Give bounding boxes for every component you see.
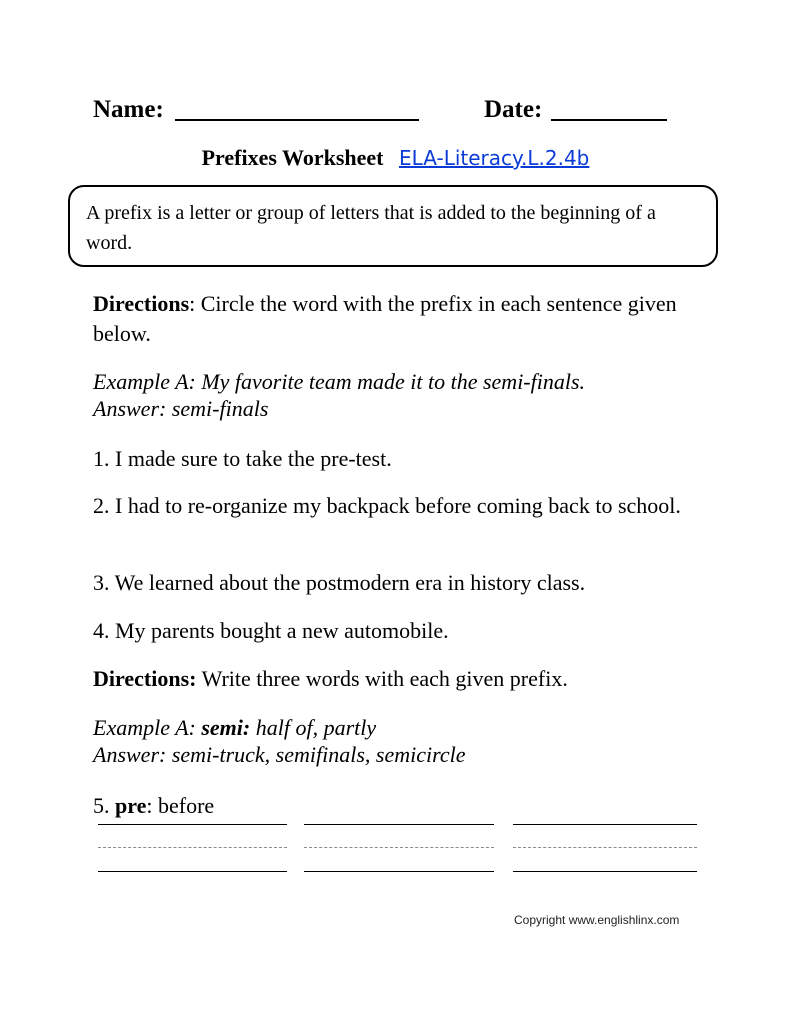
question-1: 1. I made sure to take the pre-test. xyxy=(93,446,392,471)
example-a-1-answer: Answer: semi-finals xyxy=(93,396,269,421)
question-4: 4. My parents bought a new automobile. xyxy=(93,618,449,643)
example-a-2-sentence xyxy=(93,714,733,741)
standard-link[interactable]: ELA-Literacy.L.2.4b xyxy=(399,146,590,170)
directions-2-text: Write three words with each given prefix. xyxy=(196,666,568,691)
example-a-1 xyxy=(93,368,733,422)
directions-1 xyxy=(93,289,733,349)
directions-1-text: : Circle the word with the prefix in each sentence given below. xyxy=(93,291,677,346)
writing-line[interactable] xyxy=(304,871,494,872)
writing-line[interactable] xyxy=(304,824,494,825)
writing-guide-line xyxy=(98,847,287,848)
copyright-text: Copyright www.englishlinx.com xyxy=(514,913,680,927)
name-label: Name: xyxy=(93,96,164,123)
question-3: 3. We learned about the postmodern era in history class. xyxy=(93,570,586,595)
question-5-meaning: : before xyxy=(146,793,215,818)
example-a-2-lead: Example A: xyxy=(93,715,202,740)
example-a-2-prefix: semi: xyxy=(201,715,251,740)
question-5 xyxy=(93,791,733,821)
writing-line[interactable] xyxy=(513,824,697,825)
writing-line[interactable] xyxy=(513,871,697,872)
date-label: Date: xyxy=(484,96,543,123)
name-date-row xyxy=(93,92,693,132)
directions-2 xyxy=(93,664,733,694)
writing-line[interactable] xyxy=(98,871,287,872)
directions-1-label: Directions xyxy=(93,291,190,316)
question-2: 2. I had to re-organize my backpack before coming back to school. xyxy=(93,493,681,518)
writing-guide-line xyxy=(513,847,697,848)
example-a-1-sentence: Example A: My favorite team made it to the semi-finals. xyxy=(93,369,586,394)
example-a-2-answer: Answer: semi-truck, semifinals, semicircle xyxy=(93,742,466,767)
example-a-2-meaning: half of, partly xyxy=(250,715,377,740)
definition-box xyxy=(68,185,718,267)
definition-text: A prefix is a letter or group of letters that is added to the beginning of a word. xyxy=(86,202,656,254)
question-5-number: 5. xyxy=(93,793,115,818)
directions-2-label: Directions: xyxy=(93,666,197,691)
writing-guide-line xyxy=(304,847,494,848)
writing-line[interactable] xyxy=(98,824,287,825)
name-blank-line[interactable] xyxy=(175,119,419,121)
date-blank-line[interactable] xyxy=(551,119,667,121)
worksheet-title xyxy=(0,145,791,171)
title-text: Prefixes Worksheet xyxy=(201,145,384,170)
question-5-prefix: pre xyxy=(115,793,147,818)
example-a-2 xyxy=(93,714,733,768)
